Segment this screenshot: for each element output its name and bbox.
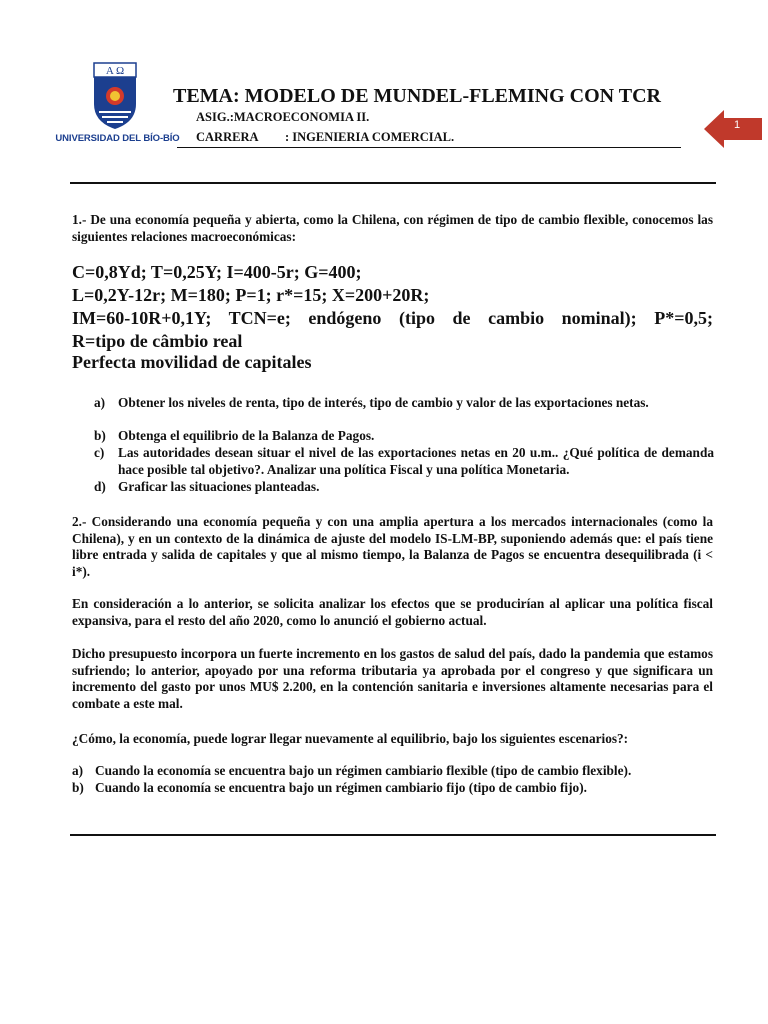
course-label: ASIG.:MACROECONOMIA II. [196, 110, 370, 124]
top-divider [70, 182, 716, 184]
q1-intro: 1.- De una economía pequeña y abierta, como la Chilena, con régimen de tipo de cambio flexible, conocemos las siguientes relaciones macroeconómicas: [72, 212, 713, 244]
q2-paragraph-1: 2.- Considerando una economía pequeña y con una amplia apertura a los mercados internacionales (como la Chilena), y en un contexto de la dinámica de ajuste del modelo IS-LM-BP, suponiendo además que: el país tiene libre entrada y salida de capitales y que al mismo tiempo, la Balanza de Pagos se encuentra desequilibrada (i < i*). [72, 514, 713, 579]
bottom-divider [70, 834, 716, 836]
equation-line: C=0,8Yd; T=0,25Y; I=400-5r; G=400; [72, 262, 362, 282]
list-item-letter: b) [72, 780, 84, 795]
list-item-letter: d) [94, 479, 106, 494]
list-item-letter: a) [72, 763, 84, 778]
equation-line: IM=60-10R+0,1Y; TCN=e; endógeno (tipo de cambio nominal); P*=0,5; [72, 308, 713, 328]
list-item-letter: a) [94, 395, 106, 410]
equation-line: Perfecta movilidad de capitales [72, 352, 312, 372]
q2-paragraph-2: En consideración a lo anterior, se solicita analizar los efectos que se producirían al aplicar una política fiscal expansiva, para el resto del año 2020, como lo anunció el gobierno actual. [72, 596, 713, 628]
document-title: TEMA: MODELO DE MUNDEL-FLEMING CON TCR [173, 85, 661, 107]
list-item-letter: b) [94, 428, 106, 443]
list-item-text: Cuando la economía se encuentra bajo un régimen cambiario fijo (tipo de cambio fijo). [95, 780, 587, 795]
header-underline [177, 147, 681, 148]
q2-question: ¿Cómo, la economía, puede lograr llegar nuevamente al equilibrio, bajo los siguientes escenarios?: [72, 731, 629, 746]
list-item-text: Las autoridades desean situar el nivel de las exportaciones netas en 20 u.m.. ¿Qué política de demanda hace posible tal objetivo?. Analizar una política Fiscal y una política Monetaria. [118, 445, 714, 477]
shield-glyphs: A Ω [105, 65, 125, 77]
list-item-text: Graficar las situaciones planteadas. [118, 479, 320, 494]
q2-paragraph-3: Dicho presupuesto incorpora un fuerte incremento en los gastos de salud del país, dado la pandemia que estamos sufriendo; lo anterior, apoyado por una reforma tributaria ya aprobada por el congreso y que significara un incremento del gasto por unos MU$ 2.200, en la contención sanitaria e inversiones altamente necesarias para el combate a este mal. [72, 646, 713, 711]
list-item-text: Obtener los niveles de renta, tipo de interés, tipo de cambio y valor de las exportaciones netas. [118, 395, 649, 410]
list-item-letter: c) [94, 445, 105, 460]
equation-line: L=0,2Y-12r; M=180; P=1; r*=15; X=200+20R; [72, 285, 430, 305]
page-number: 1 [733, 119, 741, 131]
university-logo [50, 62, 180, 154]
career-label: CARRERA [196, 130, 259, 144]
list-item-text: Cuando la economía se encuentra bajo un régimen cambiario flexible (tipo de cambio flexible). [95, 763, 632, 778]
university-shield-icon [93, 62, 137, 130]
list-item-text: Obtenga el equilibrio de la Balanza de Pagos. [118, 428, 375, 443]
university-name: UNIVERSIDAD DEL BÍO-BÍO [55, 133, 180, 144]
career-value: : INGENIERIA COMERCIAL. [285, 130, 455, 144]
equation-line: R=tipo de câmbio real [72, 331, 243, 351]
